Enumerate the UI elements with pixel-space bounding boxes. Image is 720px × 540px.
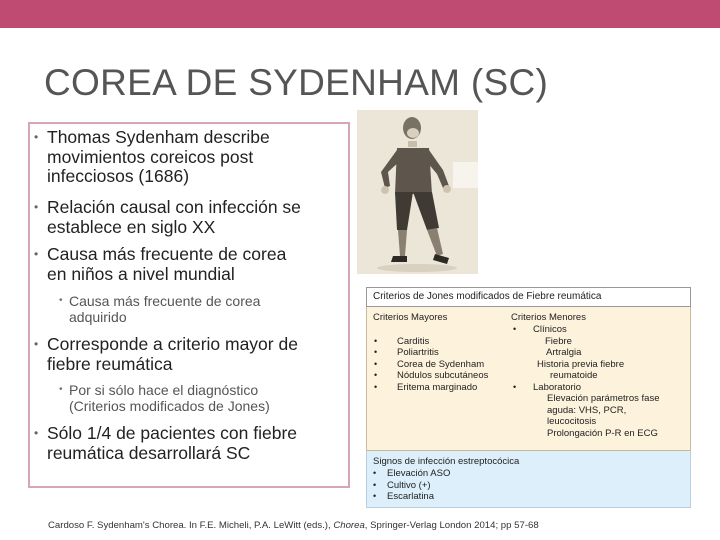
bullet-icon: •: [34, 130, 39, 144]
minor-criterion: Fiebre: [545, 336, 572, 347]
strep-signs-title: Signos de infección estreptocócica: [373, 456, 520, 467]
minor-criterion: Prolongación P-R en ECG: [547, 428, 658, 439]
strep-sign: Elevación ASO: [387, 468, 451, 479]
strep-sign: Escarlatina: [387, 491, 434, 502]
bullet-icon: •: [59, 384, 63, 395]
minor-criterion: reumatoide: [550, 370, 598, 381]
bullet-icon: •: [374, 347, 378, 357]
major-criterion: Eritema marginado: [397, 382, 478, 393]
bullet-icon: •: [513, 324, 517, 334]
major-criterion: Carditis: [397, 336, 430, 347]
bullet-icon: •: [373, 491, 377, 501]
bullet-icon: •: [34, 337, 39, 351]
bullet-icon: •: [34, 200, 39, 214]
strep-signs-panel: [366, 451, 691, 508]
slide-title: COREA DE SYDENHAM (SC): [44, 62, 549, 103]
bullet-icon: •: [34, 247, 39, 261]
bullet-item: • Relación causal con infección se establece en siglo XX: [34, 197, 301, 237]
bullet-icon: •: [59, 295, 63, 306]
minor-criterion: aguda: VHS, PCR,: [547, 405, 627, 416]
top-accent-bar: [0, 0, 720, 28]
bullet-icon: •: [513, 382, 517, 392]
lab-subtitle: Laboratorio: [533, 382, 582, 393]
jones-criteria-table: [366, 287, 691, 508]
bullet-icon: •: [374, 370, 378, 380]
sub-bullet-item: • Causa más frecuente de corea adquirido: [59, 293, 261, 325]
major-criterion: Poliartritis: [397, 347, 439, 358]
bullet-icon: •: [373, 480, 377, 490]
major-criterion: Corea de Sydenham: [397, 359, 485, 370]
bullet-icon: •: [374, 359, 378, 369]
bullet-item: • Corresponde a criterio mayor de fiebre reumática: [34, 334, 298, 374]
bullet-icon: •: [374, 382, 378, 392]
bullet-item: • Sólo 1/4 de pacientes con fiebre reumática desarrollará SC: [34, 423, 298, 463]
bullet-icon: •: [373, 468, 377, 478]
chorea-boy-illustration: [357, 110, 478, 274]
clinical-subtitle: Clínicos: [533, 324, 567, 335]
sub-bullet-item: • Por si sólo hace el diagnóstico (Criterios modificados de Jones): [59, 382, 270, 414]
bullet-icon: •: [34, 426, 39, 440]
minor-criterion: Elevación parámetros fase: [547, 393, 660, 404]
minor-criteria-title: Criterios Menores: [511, 312, 586, 323]
jones-criteria-panel: [366, 307, 691, 451]
citation-reference: Cardoso F. Sydenham's Chorea. In F.E. Micheli, P.A. LeWitt (eds.), Chorea, Springer-Verlag London 2014; pp 57-68: [48, 520, 539, 531]
jones-table-header: Criterios de Jones modificados de Fiebre reumática: [366, 287, 691, 307]
minor-criterion: Artralgia: [546, 347, 582, 358]
major-criterion: Nódulos subcutáneos: [397, 370, 489, 381]
major-criteria-title: Criterios Mayores: [373, 312, 448, 323]
minor-criterion: leucocitosis: [547, 416, 597, 427]
bullet-icon: •: [374, 336, 378, 346]
bullet-item: • Causa más frecuente de corea en niños a nivel mundial: [34, 244, 287, 284]
bullet-item: • Thomas Sydenham describe movimientos coreicos post infecciosos (1686): [34, 127, 270, 186]
strep-sign: Cultivo (+): [387, 480, 431, 491]
minor-criterion: Historia previa fiebre: [537, 359, 625, 370]
